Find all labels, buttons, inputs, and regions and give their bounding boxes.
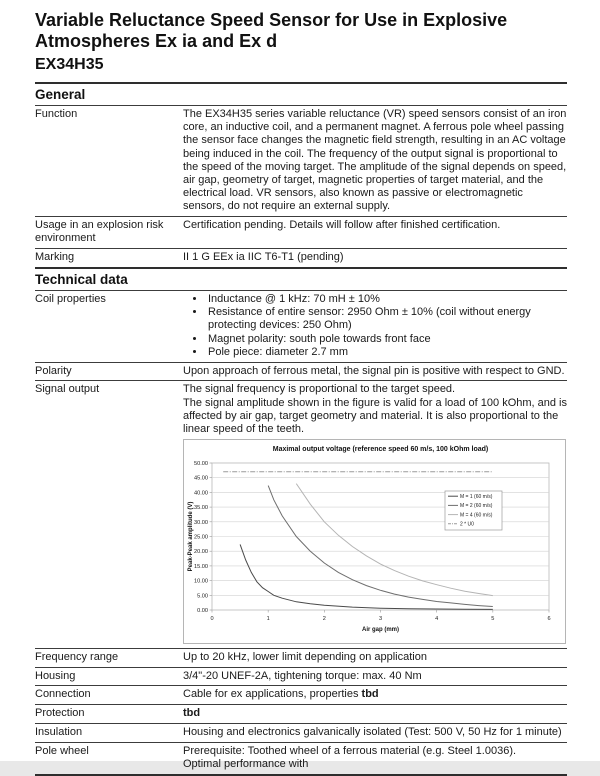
row-value	[183, 707, 567, 720]
row-value	[183, 688, 567, 701]
row-label: Coil properties	[35, 293, 106, 306]
svg-text:Air gap (mm): Air gap (mm)	[361, 627, 400, 634]
section-heading-technical-data: Technical data	[35, 269, 567, 291]
svg-text:0: 0	[210, 616, 214, 623]
svg-text:40.00: 40.00	[194, 490, 208, 497]
list-item: • Magnet polarity: south pole towards front face	[206, 333, 567, 346]
svg-text:5: 5	[491, 616, 495, 623]
signal-output-chart	[183, 439, 566, 644]
row-value: Up to 20 kHz, lower limit depending on application	[183, 650, 427, 663]
row-value-line: The signal amplitude shown in the figure is valid for a load of 100 kOhm, and is affected by air gap, target geometry and material. It is also proportional to the linear speed of the teeth.	[183, 396, 567, 436]
svg-text:2: 2	[322, 616, 326, 623]
table-row-signal-output	[35, 381, 567, 648]
svg-text:10.00: 10.00	[194, 578, 208, 585]
row-label: Signal output	[35, 383, 100, 396]
row-value: Housing and electronics galvanically isolated (Test: 500 V, 50 Hz for 1 minute)	[183, 726, 562, 739]
list-item: • Inductance @ 1 kHz: 70 mH ± 10%	[206, 293, 567, 306]
row-label: Marking	[35, 251, 75, 264]
row-label: Protection	[35, 707, 85, 720]
svg-text:Maximal output voltage (refere: Maximal output voltage (reference speed 60 m/s, 100 kOhm load)	[272, 446, 489, 454]
model-number: EX34H35	[35, 56, 104, 73]
value-tbd: tbd	[361, 688, 379, 701]
row-label: Function	[35, 108, 78, 120]
svg-text:15.00: 15.00	[194, 564, 208, 571]
svg-text:4: 4	[435, 616, 439, 623]
row-value-line: Optimal performance with	[183, 758, 309, 771]
table-row-marking	[35, 249, 567, 267]
svg-text:5.00: 5.00	[197, 593, 208, 600]
table-row-connection	[35, 686, 567, 705]
svg-text:30.00: 30.00	[194, 520, 208, 527]
section-heading-general: General	[35, 84, 567, 106]
svg-text:M = 2 (60 m/s): M = 2 (60 m/s)	[460, 503, 493, 510]
svg-text:1: 1	[266, 616, 270, 623]
row-label: Housing	[35, 669, 76, 682]
svg-text:Peak-Peak amplitude (V): Peak-Peak amplitude (V)	[188, 501, 194, 572]
table-row-pole-wheel	[35, 743, 567, 776]
svg-text:M = 4 (60 m/s): M = 4 (60 m/s)	[460, 512, 493, 519]
row-label: Insulation	[35, 726, 83, 739]
row-value: Certification pending. Details will follow after finished certification.	[183, 219, 501, 232]
table-row-insulation	[35, 724, 567, 743]
table-row-polarity	[35, 363, 567, 382]
table-row-frequency-range	[35, 649, 567, 668]
row-label: Polarity	[35, 364, 72, 377]
row-value-line: The signal frequency is proportional to the target speed.	[183, 383, 456, 396]
svg-text:50.00: 50.00	[194, 461, 208, 468]
row-label: Frequency range	[35, 650, 119, 663]
table-row-function	[35, 106, 567, 217]
row-label: Pole wheel	[35, 744, 89, 757]
svg-text:2 * U0: 2 * U0	[460, 521, 474, 528]
row-value-line: Prerequisite: Toothed wheel of a ferrous material (e.g. Steel 1.0036).	[183, 744, 517, 757]
table-row-housing	[35, 668, 567, 687]
section-general	[35, 82, 567, 267]
value-tbd: tbd	[183, 707, 201, 720]
table-row-coil-properties	[35, 291, 567, 363]
table-row-usage	[35, 217, 567, 249]
row-value: The EX34H35 series variable reluctance (VR) speed sensors consist of an iron core, an inductive coil, and a permanent magnet. A ferrous pole wheel passing the sensor face changes the magnetic field strength, resulting in an AC voltage being induced in the coil. The frequency of the output signal is proportional to the speed of the moving target. The amplitude of the signal depends on speed, air gap, geometry of target, magnetic properties of target material, and the electrical load. VR sensors, also known as passive or electromagnetic sensors, do not require an external supply.	[183, 108, 567, 213]
row-value: 3/4"-20 UNEF-2A, tightening torque: max. 40 Nm	[183, 669, 422, 682]
svg-text:20.00: 20.00	[194, 549, 208, 556]
svg-text:M = 1 (60 m/s): M = 1 (60 m/s)	[460, 494, 493, 501]
svg-text:45.00: 45.00	[194, 475, 208, 482]
svg-text:25.00: 25.00	[194, 534, 208, 541]
section-technical-data	[35, 267, 567, 776]
row-value: Upon approach of ferrous metal, the signal pin is positive with respect to GND.	[183, 364, 565, 377]
svg-text:0.00: 0.00	[197, 608, 208, 615]
list-item: • Resistance of entire sensor: 2950 Ohm ± 10% (coil without energy protecting devices: 250 Ohm)	[206, 306, 567, 332]
svg-text:35.00: 35.00	[194, 505, 208, 512]
svg-text:3: 3	[378, 616, 383, 623]
row-value: II 1 G EEx ia IIC T6-T1 (pending)	[183, 251, 344, 264]
page-title: Variable Reluctance Speed Sensor for Use in Explosive Atmospheres Ex ia and Ex d	[35, 10, 508, 51]
value-text: Cable for ex applications, properties	[183, 688, 362, 701]
list-item: • Pole piece: diameter 2.7 mm	[206, 346, 567, 359]
table-row-protection	[35, 705, 567, 724]
coil-properties-list	[183, 293, 567, 359]
svg-text:6: 6	[547, 616, 551, 623]
voltage-chart-svg	[184, 440, 565, 643]
row-label: Connection	[35, 688, 91, 701]
row-label: Usage in an explosion risk environment	[35, 219, 164, 245]
